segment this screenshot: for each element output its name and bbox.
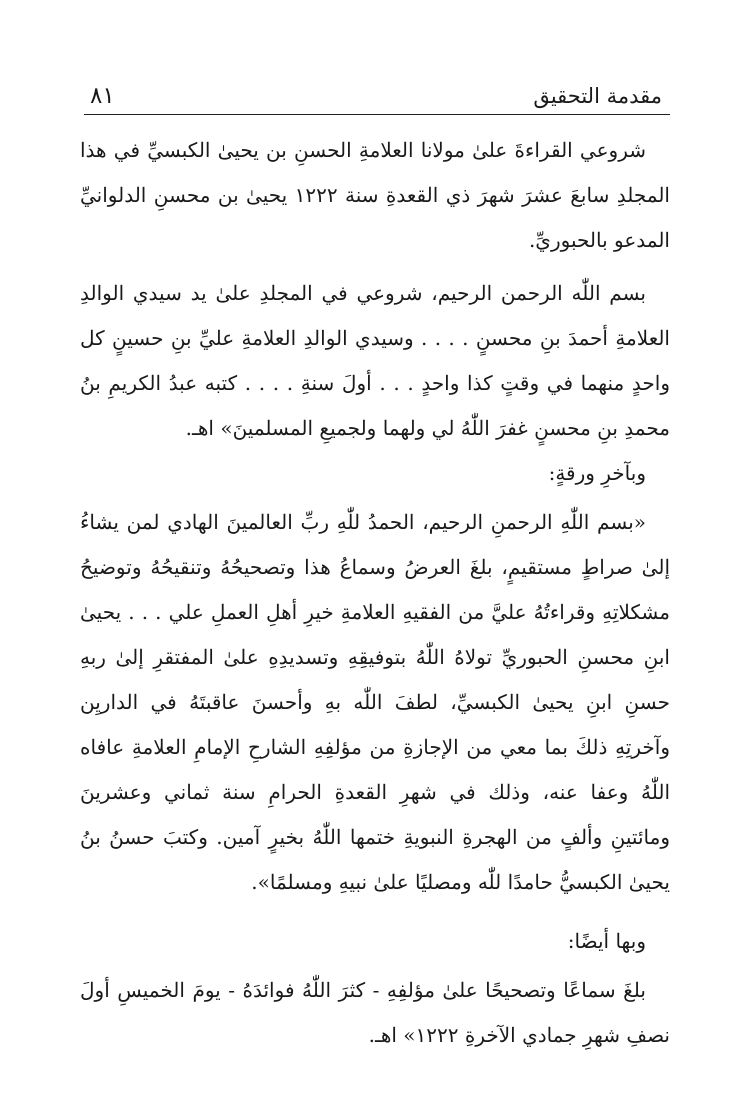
paragraph-reading-start: شروعي القراءةَ علىٰ مولانا العلامةِ الحسنِ بن يحيىٰ الكبسيِّ في هذا المجلدِ سابعَ عشرَ شهرَ ذي القعدةِ سنة ١٢٢٢ يحيىٰ بن محسنِ الدلوانيِّ المدعو بالحبوريِّ. — [80, 138, 670, 252]
paragraph-final-note: بلغَ سماعًا وتصحيحًا علىٰ مؤلفِهِ - كثرَ اللّٰهُ فوائدَهُ - يومَ الخميسِ أولَ نصفِ شهرِ جمادي الآخرةِ ١٢٢٢» اهـ. — [80, 978, 670, 1047]
page-header — [90, 74, 662, 110]
paragraph-basmala-majlis: بسم اللّٰه الرحمن الرحيم، شروعي في المجلدِ علىٰ يد سيدي الوالدِ العلامةِ أحمدَ بنِ محسنٍ . . . . وسيدي الوالدِ العلامةِ عليِّ بنِ حسينٍ كل واحدٍ منهما في وقتٍ كذا واحدٍ . . . أولَ سنةِ . . . . كتبه عبدُ الكريمِ بنُ محمدِ بنِ محسنٍ غفرَ اللّٰهُ لي ولهما ولجميعِ المسلمينَ» اهـ. — [80, 281, 670, 440]
paragraph-ijaza-quote: «بسم اللّٰهِ الرحمنِ الرحيم، الحمدُ للّٰهِ ربِّ العالمينَ الهادي لمن يشاءُ إلىٰ صراطٍ مستقيمٍ، بلغَ العرضُ وسماعُ هذا وتصحيحُهُ وتنقيحُهُ وتوضيحُ مشكلاتِهِ وقراءتُهُ عليَّ من الفقيهِ العلامةِ خيرِ أهلِ العملِ علي . . . يحيىٰ ابنِ محسنِ الحبوريِّ تولاهُ اللّٰهُ بتوفيقِهِ وتسديدِهِ علىٰ المفتقرِ إلىٰ ربهِ حسنِ ابنِ يحيىٰ الكبسيِّ، لطفَ اللّٰه بهِ وأحسنَ عاقبتَهُ في الداريِن وآخرتِهِ ذلكَ بما معي من الإجازةِ من مؤلفِهِ الشارحِ الإمامِ العلامةِ عافاه اللّٰهُ وعفا عنه، وذلك في شهرِ القعدةِ الحرامِ سنة ثماني وعشرينَ ومائتينِ وألفٍ من الهجرةِ النبويةِ ختمها اللّٰهُ بخيرٍ آمين. وكتبَ حسنُ بنُ يحيىٰ الكبسيُّ حامدًا للّٰه ومصليًا علىٰ نبيهِ ومسلمًا». — [80, 510, 670, 894]
page-body — [80, 128, 670, 1058]
page-number: ٨١ — [90, 83, 115, 109]
running-title: مقدمة التحقيق — [533, 84, 662, 108]
paragraph-last-page-heading: وبآخرِ ورقةٍ: — [548, 461, 646, 485]
paragraph-also-heading: وبها أيضًا: — [567, 929, 646, 953]
header-rule — [84, 114, 670, 115]
